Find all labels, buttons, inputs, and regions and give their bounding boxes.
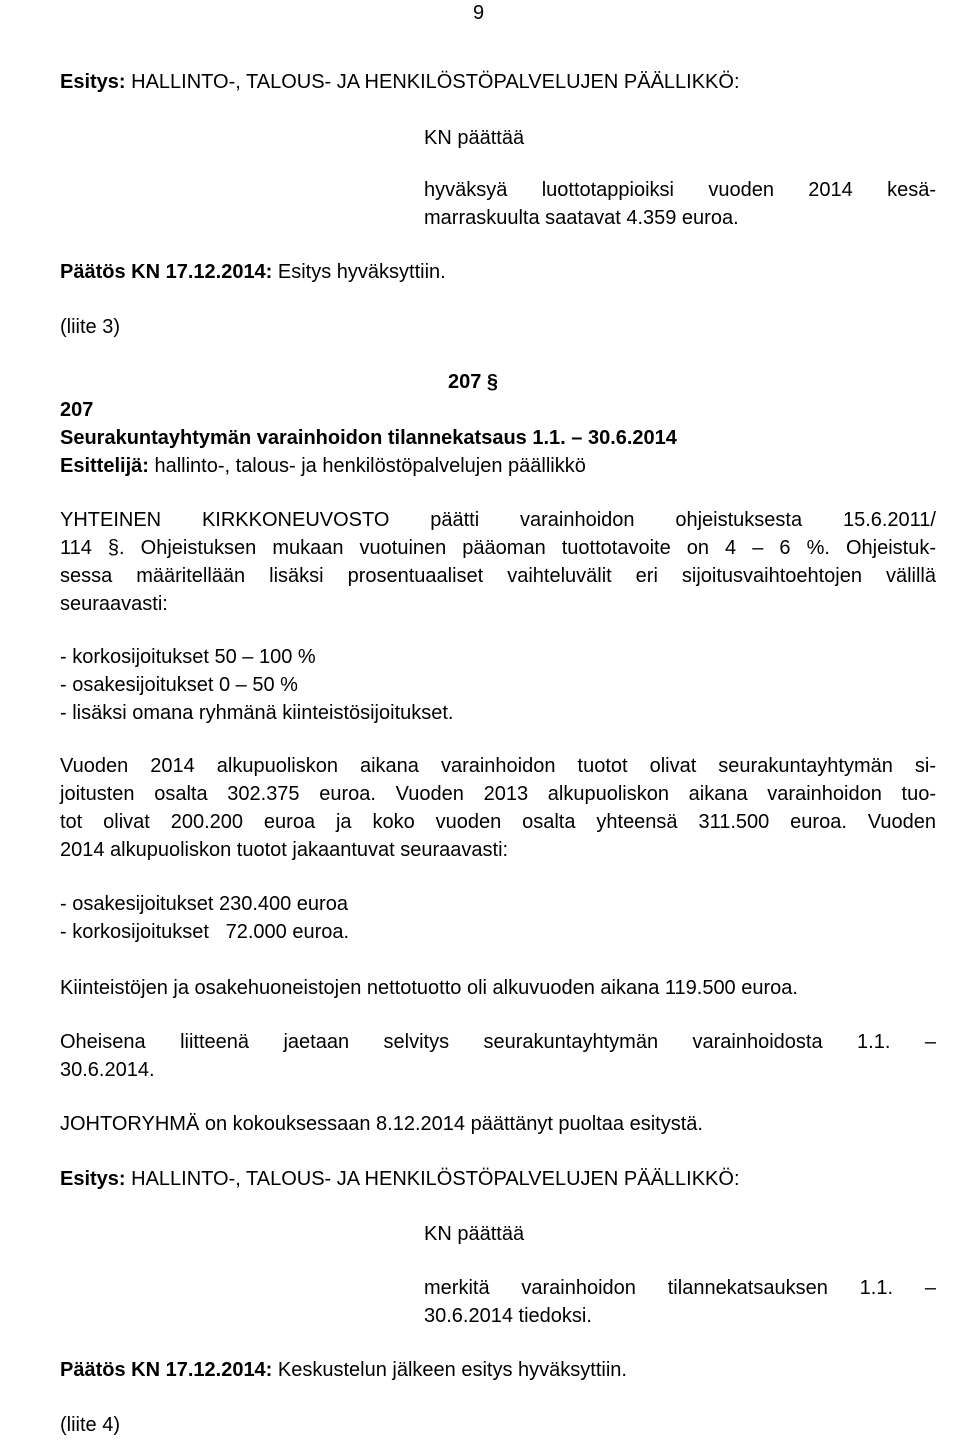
paragraph-1-line-3: sessa määritellään lisäksi prosentuaaliset vaihteluvälit eri sijoitusvaihtoehtojen välillä [60,565,936,587]
paragraph-1 [60,506,936,618]
list-item: - korkosijoitukset 50 – 100 % [60,646,316,668]
paragraph-4-line-2: 30.6.2014. [60,1059,155,1081]
bottom-paatos-text: Keskustelun jälkeen esitys hyväksyttiin. [272,1359,627,1381]
bottom-esitys-label: Esitys: [60,1168,126,1190]
top-decision-line-2: marraskuulta saatavat 4.359 euroa. [424,207,739,229]
top-esitys-heading [60,68,740,96]
bottom-paatos [60,1356,627,1384]
paragraph-4-line-1: Oheisena liitteenä jaetaan selvitys seurakuntayhtymän varainhoidosta 1.1. – [60,1031,936,1053]
bottom-liite: (liite 4) [60,1414,121,1436]
top-liite: (liite 3) [60,316,121,338]
top-decision [424,176,936,232]
bottom-esitys-text: HALLINTO-, TALOUS- JA HENKILÖSTÖPALVELUJEN PÄÄLLIKKÖ: [125,1168,740,1190]
paragraph-2-line-1: Vuoden 2014 alkupuoliskon aikana varainhoidon tuotot olivat seurakuntayhtymän si- [60,755,936,777]
paragraph-1-line-4: seuraavasti: [60,593,168,615]
page-number: 9 [473,2,485,24]
bottom-decision [424,1274,936,1330]
top-esitys-text: HALLINTO-, TALOUS- JA HENKILÖSTÖPALVELUJEN PÄÄLLIKKÖ: [125,71,740,93]
paragraph-2-line-4: 2014 alkupuoliskon tuotot jakaantuvat seuraavasti: [60,839,509,861]
section-centered-number: 207 § [448,371,499,393]
esittelija-text: hallinto-, talous- ja henkilöstöpalvelujen päällikkö [148,455,586,477]
top-kn-paattaa: KN päättää [424,127,525,149]
list-item: - osakesijoitukset 230.400 euroa [60,893,348,915]
allocation-list [60,643,936,727]
list-item: - korkosijoitukset 72.000 euroa. [60,921,350,943]
paragraph-2 [60,752,936,864]
paragraph-1-line-1: YHTEINEN KIRKKONEUVOSTO päätti varainhoidon ohjeistuksesta 15.6.2011/ [60,509,936,531]
paragraph-2-line-3: tot olivat 200.200 euroa ja koko vuoden osalta yhteensä 311.500 euroa. Vuoden [60,811,936,833]
esittelija-label: Esittelijä: [60,455,149,477]
top-decision-line-1: hyväksyä luottotappioiksi vuoden 2014 kesä- [424,179,936,201]
esittelija [60,452,586,480]
top-paatos [60,258,446,286]
paragraph-2-line-2: joitusten osalta 302.375 euroa. Vuoden 2013 alkupuoliskon aikana varainhoidon tuo- [60,783,936,805]
paragraph-4 [60,1028,936,1084]
bottom-decision-line-2: 30.6.2014 tiedoksi. [424,1305,592,1327]
list-item: - osakesijoitukset 0 – 50 % [60,674,298,696]
bottom-decision-line-1: merkitä varainhoidon tilannekatsauksen 1.1. – [424,1277,936,1299]
list-item: - lisäksi omana ryhmänä kiinteistösijoitukset. [60,702,454,724]
paragraph-1-line-2: 114 §. Ohjeistuksen mukaan vuotuinen pääoman tuottotavoite on 4 – 6 %. Ohjeistuk- [60,537,936,559]
bottom-esitys-heading [60,1165,740,1193]
bottom-kn-paattaa: KN päättää [424,1223,525,1245]
paragraph-3: Kiinteistöjen ja osakehuoneistojen nettotuotto oli alkuvuoden aikana 119.500 euroa. [60,977,798,999]
top-paatos-text: Esitys hyväksyttiin. [272,261,446,283]
top-esitys-label: Esitys: [60,71,126,93]
top-paatos-label: Päätös KN 17.12.2014: [60,261,273,283]
bottom-paatos-label: Päätös KN 17.12.2014: [60,1359,273,1381]
returns-list [60,890,936,946]
section-title: Seurakuntayhtymän varainhoidon tilannekatsaus 1.1. – 30.6.2014 [60,427,677,449]
section-number: 207 [60,399,94,421]
paragraph-5: JOHTORYHMÄ on kokouksessaan 8.12.2014 päättänyt puoltaa esitystä. [60,1113,703,1135]
